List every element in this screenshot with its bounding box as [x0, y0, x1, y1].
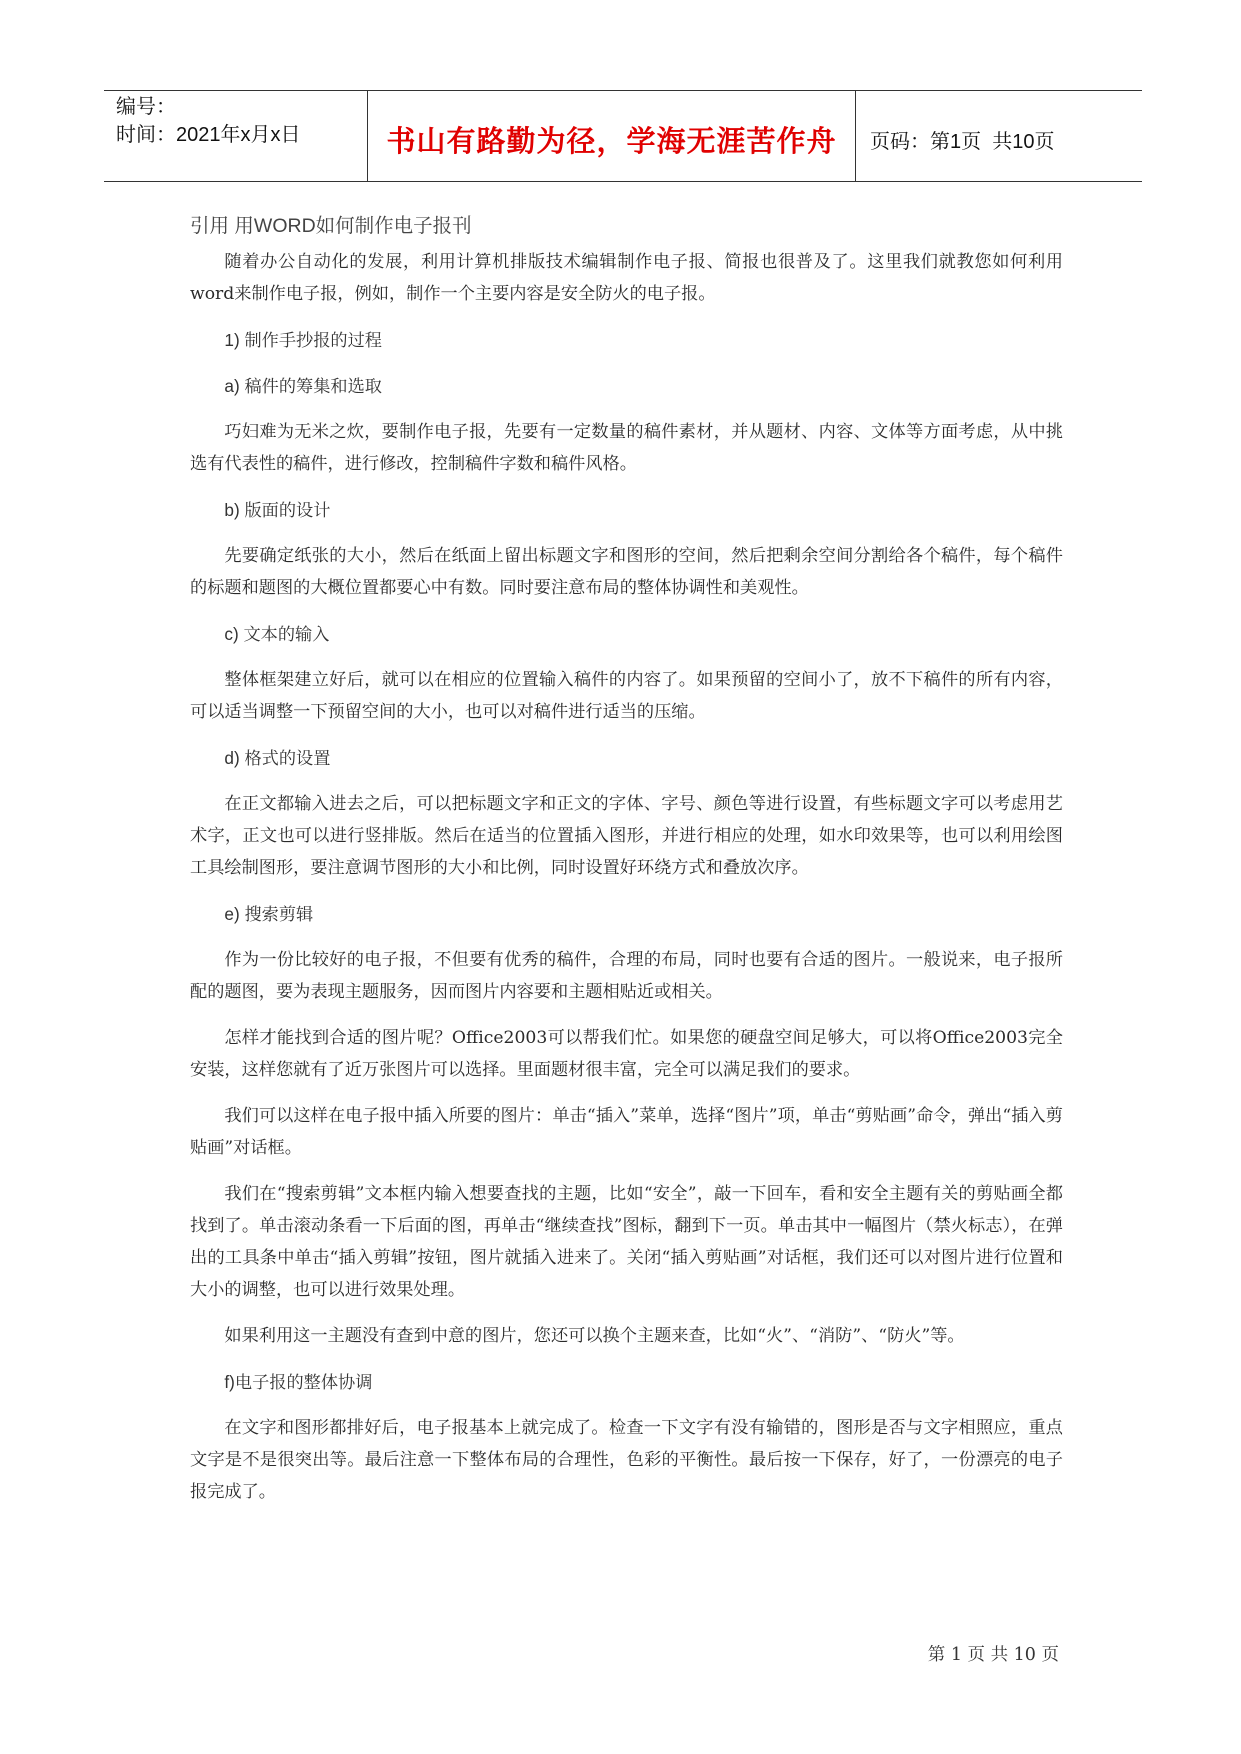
intro-paragraph: 随着办公自动化的发展，利用计算机排版技术编辑制作电子报、简报也很普及了。这里我们就教您如何利用word来制作电子报，例如，制作一个主要内容是安全防火的电子报。	[190, 252, 1063, 304]
section-heading-e: e) 搜索剪辑	[224, 904, 314, 924]
section-heading-f: f)电子报的整体协调	[224, 1372, 373, 1392]
paragraph-e4: 我们在“搜索剪辑”文本框内输入想要查找的主题，比如“安全”，敲一下回车，看和安全主题有关的剪贴画全都找到了。单击滚动条看一下后面的图，再单击“继续查找”图标，翻到下一页。单击其中一幅图片（禁火标志），在弹出的工具条中单击“插入剪辑”按钮，图片就插入进来了。关闭“插入剪贴画”对话框，我们还可以对图片进行位置和大小的调整，也可以进行效果处理。	[190, 1184, 1063, 1300]
page-info-text: 页码：第1页 共10页	[870, 130, 1055, 153]
section-heading-1: 1) 制作手抄报的过程	[224, 330, 382, 350]
paragraph-b: 先要确定纸张的大小，然后在纸面上留出标题文字和图形的空间，然后把剩余空间分割给各个稿件，每个稿件的标题和题图的大概位置都要心中有数。同时要注意布局的整体协调性和美观性。	[190, 546, 1063, 598]
paragraph-e5: 如果利用这一主题没有查到中意的图片，您还可以换个主题来查，比如“火”、“消防”、“防火”等。	[224, 1326, 965, 1346]
paragraph-e3: 我们可以这样在电子报中插入所要的图片：单击“插入”菜单，选择“图片”项，单击“剪贴画”命令，弹出“插入剪贴画”对话框。	[190, 1106, 1063, 1158]
paragraph-e1: 作为一份比较好的电子报，不但要有优秀的稿件，合理的布局，同时也要有合适的图片。一般说来，电子报所配的题图，要为表现主题服务，因而图片内容要和主题相贴近或相关。	[190, 950, 1063, 1002]
header-motto: 书山有路勤为径，学海无涯苦作舟	[368, 91, 856, 181]
page-footer: 第 1 页 共 10 页	[927, 1645, 1059, 1665]
section-heading-c: c) 文本的输入	[224, 624, 330, 644]
header-meta	[104, 91, 368, 181]
header-page-info	[856, 91, 1142, 181]
paragraph-e2: 怎样才能找到合适的图片呢？Office2003可以帮我们忙。如果您的硬盘空间足够大，可以将Office2003完全安装，这样您就有了近万张图片可以选择。里面题材很丰富，完全可以满足我们的要求。	[190, 1028, 1063, 1080]
number-label: 编号：	[116, 96, 176, 118]
document-title: 引用 用WORD如何制作电子报刊	[190, 215, 472, 237]
document-body	[190, 212, 1063, 1508]
paragraph-f: 在文字和图形都排好后，电子报基本上就完成了。检查一下文字有没有输错的，图形是否与文字相照应，重点文字是不是很突出等。最后注意一下整体布局的合理性，色彩的平衡性。最后按一下保存，好了，一份漂亮的电子报完成了。	[190, 1418, 1063, 1502]
section-heading-d: d) 格式的设置	[224, 748, 331, 768]
paragraph-c: 整体框架建立好后，就可以在相应的位置输入稿件的内容了。如果预留的空间小了，放不下稿件的所有内容，可以适当调整一下预留空间的大小，也可以对稿件进行适当的压缩。	[190, 670, 1063, 722]
section-heading-a: a) 稿件的筹集和选取	[224, 376, 382, 396]
paragraph-d: 在正文都输入进去之后，可以把标题文字和正文的字体、字号、颜色等进行设置，有些标题文字可以考虑用艺术字，正文也可以进行竖排版。然后在适当的位置插入图形，并进行相应的处理，如水印效果等，也可以利用绘图工具绘制图形，要注意调节图形的大小和比例，同时设置好环绕方式和叠放次序。	[190, 794, 1063, 878]
time-label: 时间：2021年x月x日	[116, 124, 301, 146]
section-heading-b: b) 版面的设计	[224, 500, 331, 520]
page-header	[104, 90, 1142, 182]
paragraph-a: 巧妇难为无米之炊，要制作电子报，先要有一定数量的稿件素材，并从题材、内容、文体等方面考虑，从中挑选有代表性的稿件，进行修改，控制稿件字数和稿件风格。	[190, 422, 1063, 474]
